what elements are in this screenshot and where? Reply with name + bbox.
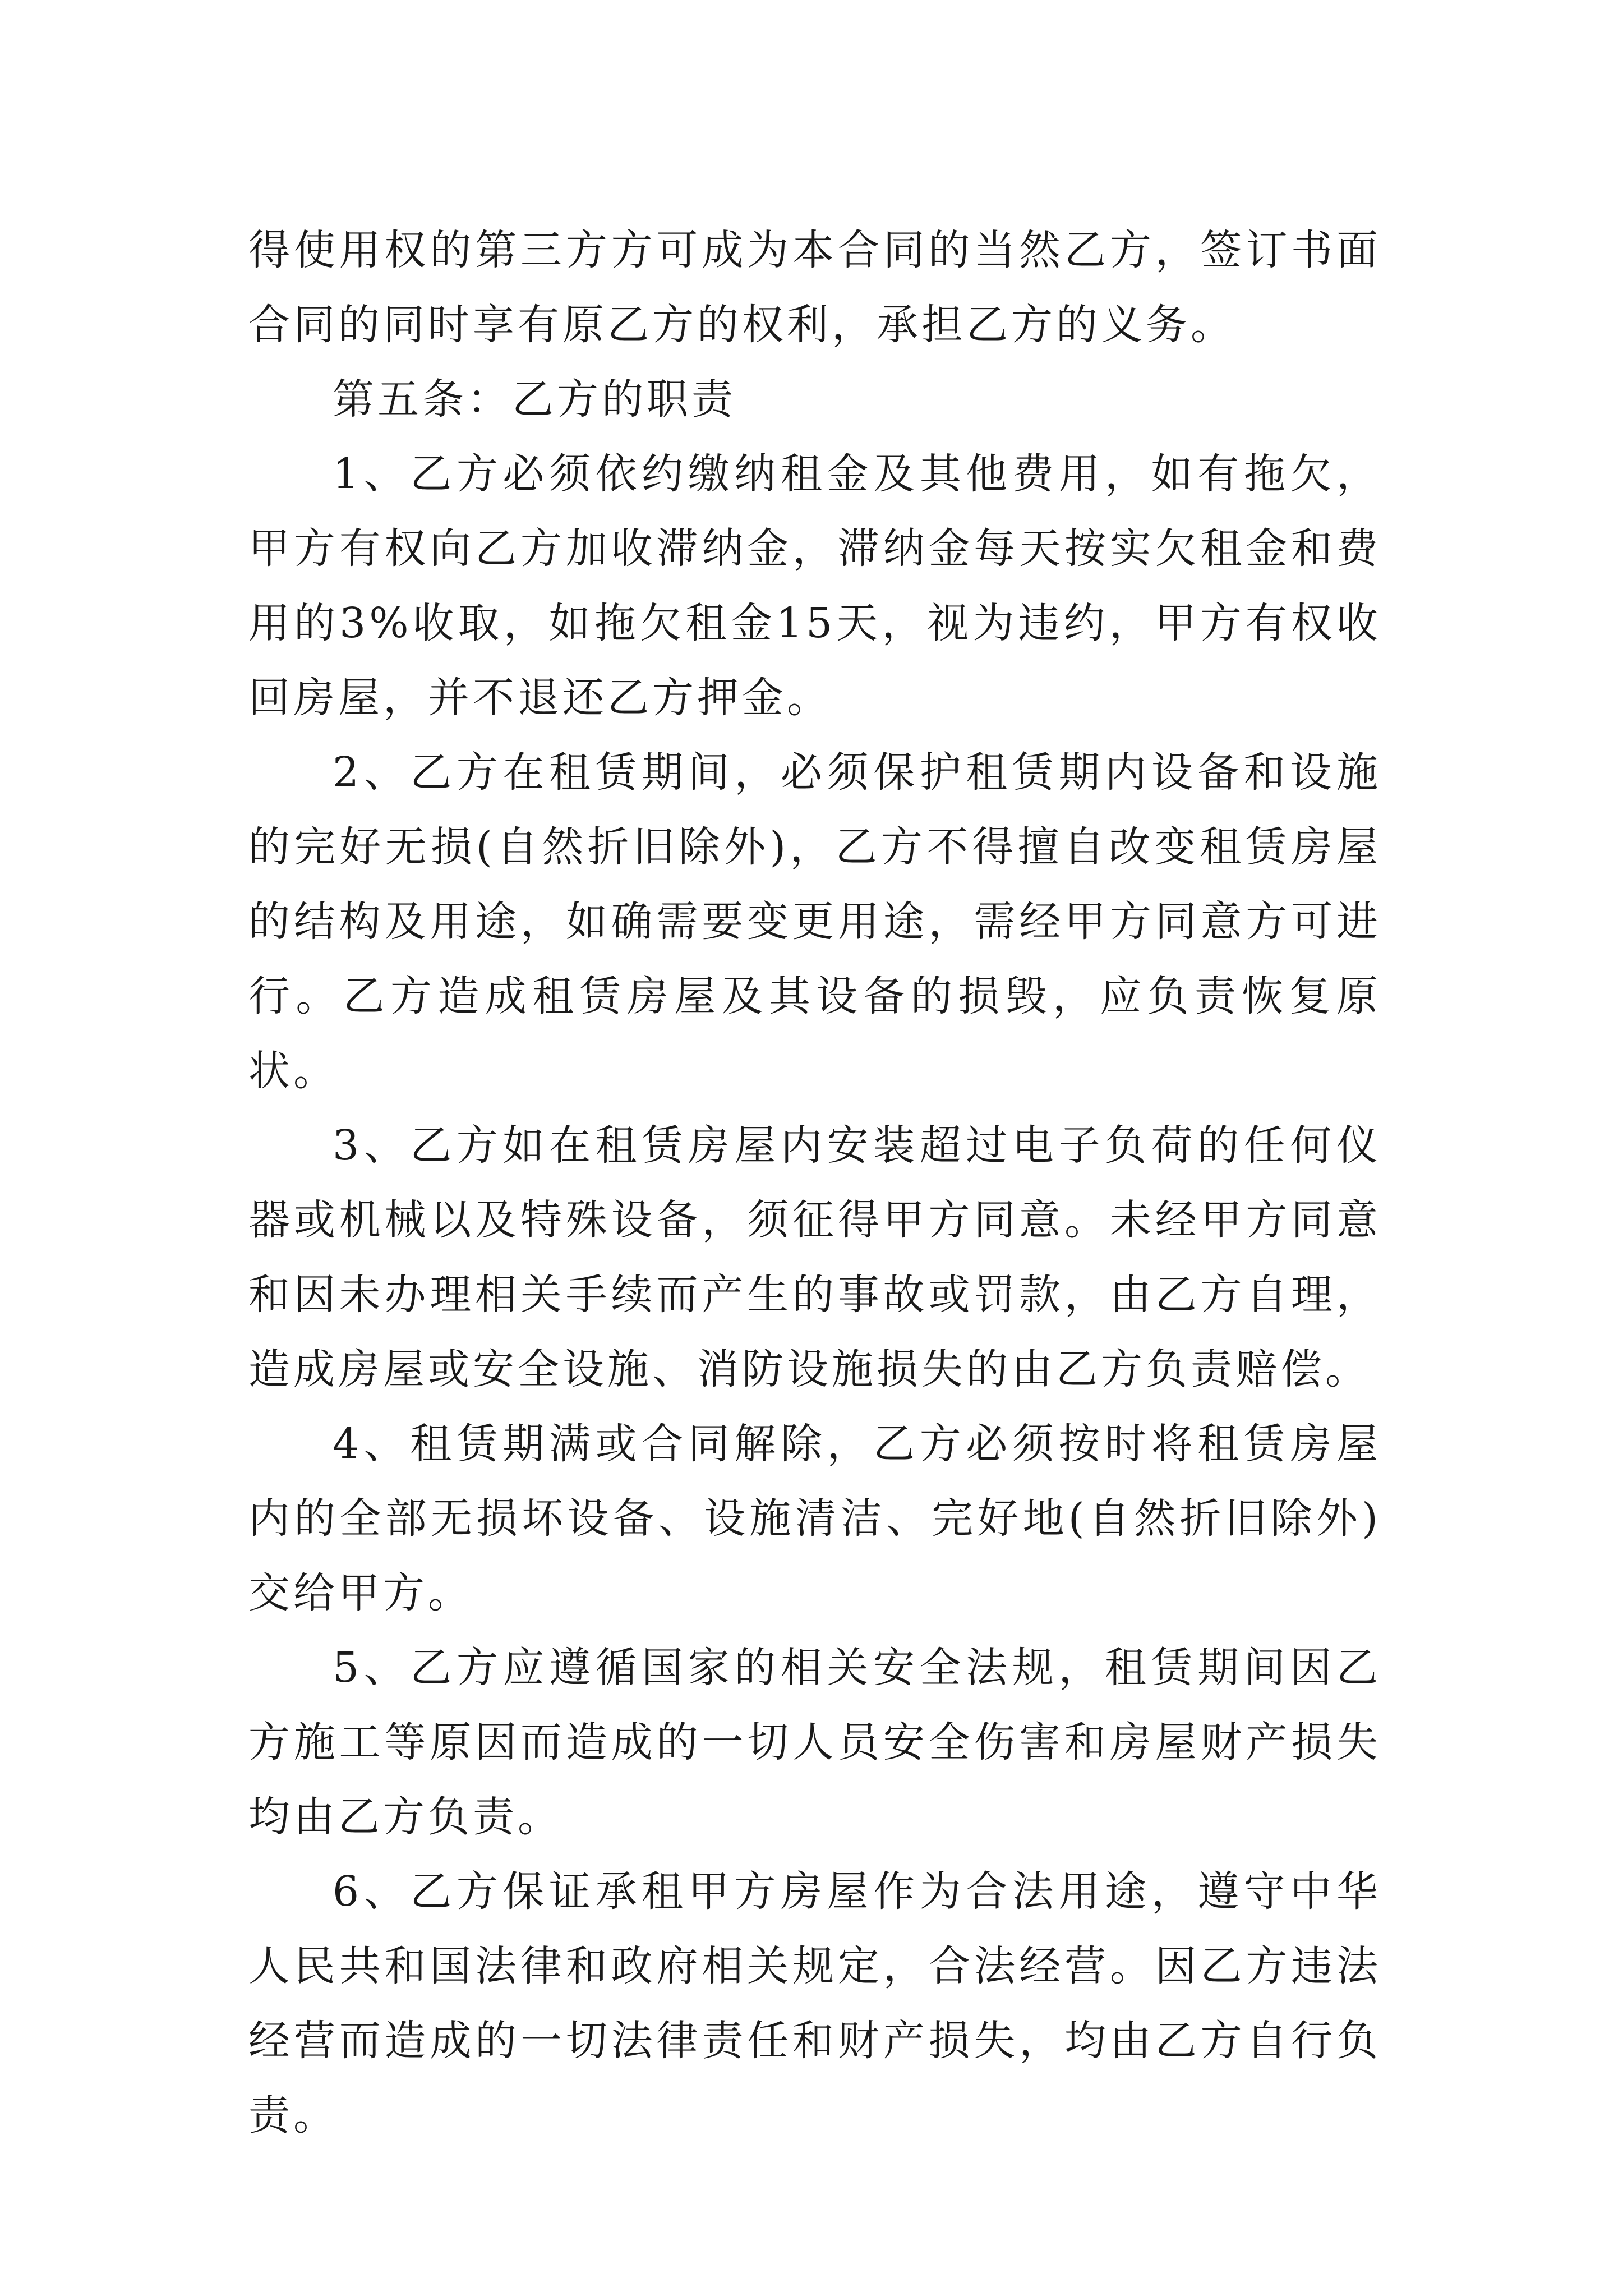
document-body — [248, 213, 1381, 2153]
clause-6: 6、乙方保证承租甲方房屋作为合法用途，遵守中华人民共和国法律和政府相关规定，合法经营。因乙方违法经营而造成的一切法律责任和财产损失，均由乙方自行负责。 — [248, 1867, 1381, 2139]
continuation-paragraph: 得使用权的第三方方可成为本合同的当然乙方，签订书面合同的同时享有原乙方的权利，承担乙方的义务。 — [248, 226, 1381, 349]
clause-1: 1、乙方必须依约缴纳租金及其他费用，如有拖欠，甲方有权向乙方加收滞纳金，滞纳金每天按实欠租金和费用的3%收取，如拖欠租金15天，视为违约，甲方有权收回房屋，并不退还乙方押金。 — [248, 450, 1381, 722]
clause-4: 4、租赁期满或合同解除，乙方必须按时将租赁房屋内的全部无损坏设备、设施清洁、完好地(自然折旧除外)交给甲方。 — [248, 1420, 1381, 1617]
clause-3: 3、乙方如在租赁房屋内安装超过电子负荷的任何仪器或机械以及特殊设备，须征得甲方同意。未经甲方同意和因未办理相关手续而产生的事故或罚款，由乙方自理，造成房屋或安全设施、消防设施损失的由乙方负责赔偿。 — [248, 1121, 1381, 1393]
clause-2: 2、乙方在租赁期间，必须保护租赁期内设备和设施的完好无损(自然折旧除外)，乙方不得擅自改变租赁房屋的结构及用途，如确需要变更用途，需经甲方同意方可进行。乙方造成租赁房屋及其设备的损毁，应负责恢复原状。 — [248, 748, 1381, 1095]
clause-5: 5、乙方应遵循国家的相关安全法规，租赁期间因乙方施工等原因而造成的一切人员安全伤害和房屋财产损失均由乙方负责。 — [248, 1644, 1381, 1841]
section-heading: 第五条：乙方的职责 — [333, 375, 736, 424]
